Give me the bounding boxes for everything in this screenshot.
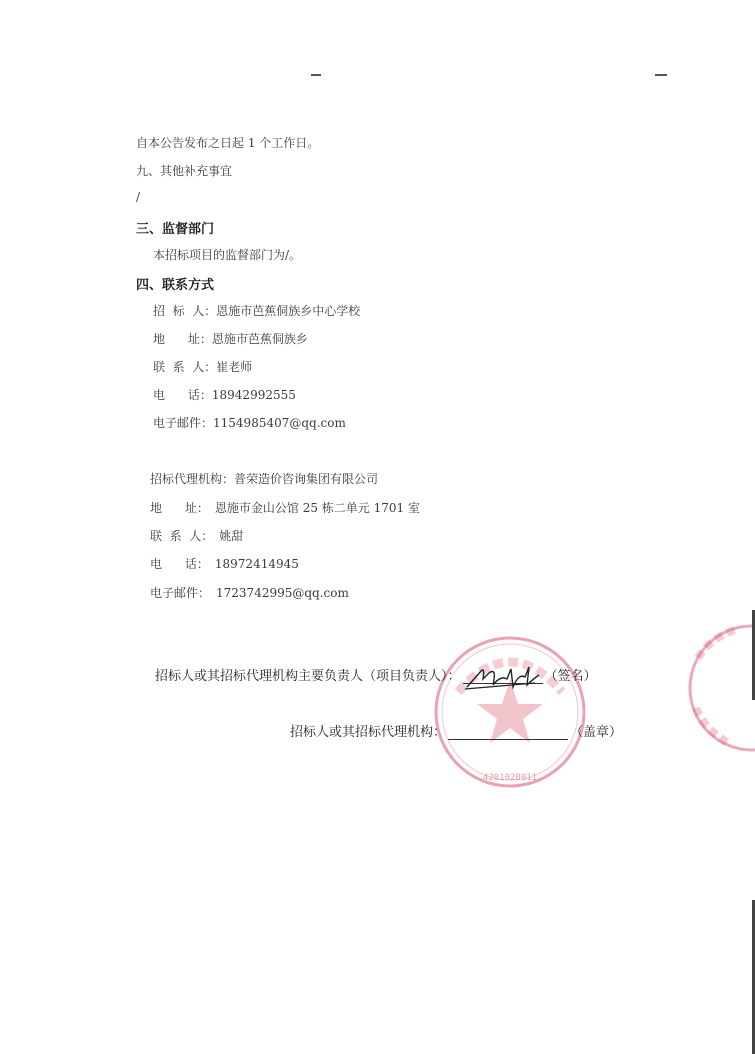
tenderer-address-row xyxy=(153,330,308,347)
contact-heading: 四、联系方式 xyxy=(136,278,215,293)
supervision-text: 本招标项目的监督部门为/。 xyxy=(153,248,302,262)
edge-seal-stamp xyxy=(680,618,755,758)
agency-contact: 姚甜 xyxy=(219,529,244,543)
seal-label: 招标人或其招标代理机构： xyxy=(290,725,447,740)
tenderer-name-label: 招 标 人： xyxy=(153,304,217,318)
stamp-number: 4201020011 xyxy=(482,773,538,783)
tenderer-name: 恩施市芭蕉侗族乡中心学校 xyxy=(216,304,361,318)
official-seal-stamp xyxy=(430,632,590,792)
agency-email-label: 电子邮件： xyxy=(150,586,211,600)
tenderer-contact: 崔老师 xyxy=(216,360,253,374)
tenderer-phone: 18942992555 xyxy=(211,388,296,402)
agency-email-row xyxy=(150,584,349,601)
tenderer-email: 1154985407@qq.com xyxy=(213,416,346,430)
agency-name: 普荣造价咨询集团有限公司 xyxy=(234,472,379,486)
agency-name-row xyxy=(150,470,378,487)
tenderer-phone-row xyxy=(153,386,296,403)
handwritten-signature xyxy=(463,665,543,695)
deadline-text: 自本公告发布之日起 1 个工作日。 xyxy=(136,136,320,150)
tenderer-address-label: 地 址： xyxy=(153,332,212,346)
agency-email: 1723742995@qq.com xyxy=(216,586,349,600)
supervision-heading: 三、监督部门 xyxy=(136,222,215,237)
tenderer-name-row xyxy=(153,302,360,319)
agency-address: 恩施市金山公馆 25 栋二单元 1701 室 xyxy=(214,501,420,515)
seal-row xyxy=(290,721,622,740)
signature-row xyxy=(155,665,597,684)
scan-mark-left xyxy=(311,74,321,76)
tenderer-contact-row xyxy=(153,358,252,375)
tenderer-phone-label: 电 话： xyxy=(153,388,212,402)
signature-label: 招标人或其招标代理机构主要负责人（项目负责人）： xyxy=(155,669,461,684)
agency-address-row xyxy=(150,499,420,516)
tenderer-contact-label: 联 系 人： xyxy=(153,360,217,374)
tenderer-email-row xyxy=(153,414,346,431)
section9-content: / xyxy=(136,190,141,204)
agency-phone: 18972414945 xyxy=(214,557,299,571)
agency-contact-row xyxy=(150,527,243,544)
scan-mark-right xyxy=(655,74,667,76)
signature-field xyxy=(463,683,543,684)
seal-suffix: （盖章） xyxy=(570,725,623,740)
agency-phone-label: 电 话： xyxy=(150,557,209,571)
signature-suffix: （签名） xyxy=(544,669,597,684)
agency-contact-label: 联 系 人： xyxy=(150,529,214,543)
agency-address-label: 地 址： xyxy=(150,501,209,515)
section9-title: 九、其他补充事宜 xyxy=(136,164,233,178)
tenderer-address: 恩施市芭蕉侗族乡 xyxy=(211,332,308,346)
agency-name-label: 招标代理机构： xyxy=(150,472,235,486)
agency-phone-row xyxy=(150,555,299,572)
seal-field xyxy=(448,739,568,740)
tenderer-email-label: 电子邮件： xyxy=(153,416,214,430)
